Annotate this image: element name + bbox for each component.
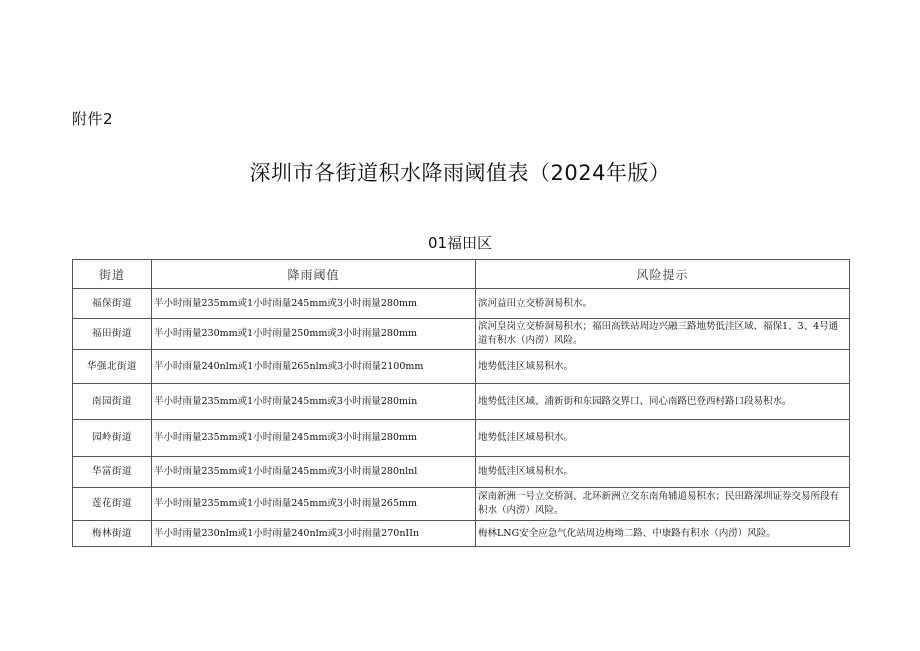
street-cell: 梅林街道: [73, 521, 152, 547]
attachment-label: 附件2: [72, 110, 114, 128]
document-title: 深圳市各街道积水降雨阈值表（2024年版）: [249, 161, 671, 185]
header-threshold: 降雨阈值: [152, 260, 476, 289]
threshold-cell: 半小时雨量235mm或1小时雨量245mm或3小时雨量280mm: [152, 420, 476, 457]
street-cell: 华强北街道: [73, 350, 152, 384]
table-row: [73, 384, 850, 420]
table-row: [73, 420, 850, 457]
risk-cell: 深南新洲一号立交桥洞、北环新洲立交东南角辅道易积水；民田路深圳证券交易所段有积水（内涝）风险。: [476, 488, 850, 521]
table-row: [73, 319, 850, 350]
risk-cell: 滨河皇岗立交桥洞易积水；福田高铁站周边兴融三路地势低洼区域、福保1、3、4号通道有积水（内涝）风险。: [476, 319, 850, 350]
street-cell: 福田街道: [73, 319, 152, 350]
risk-cell: 地势低洼区域、浦新街和东园路交界口、同心南路巴登西村路口段易积水。: [476, 384, 850, 420]
threshold-cell: 半小时雨量230nlm或1小时雨量240nlm或3小时雨量270nIIn: [152, 521, 476, 547]
threshold-cell: 半小时雨量230mm或1小时雨量250mm或3小时雨量280mm: [152, 319, 476, 350]
header-risk: 风险提示: [476, 260, 850, 289]
risk-cell: 地势低洼区域易积水。: [476, 420, 850, 457]
table-row: [73, 457, 850, 488]
threshold-cell: 半小时雨量235mm或1小时雨量245mm或3小时雨量265mm: [152, 488, 476, 521]
risk-cell: 滨河益田立交桥洞易积水。: [476, 289, 850, 319]
district-heading: 01福田区: [427, 234, 493, 252]
table-row: [73, 289, 850, 319]
table-row: [73, 350, 850, 384]
table-row: [73, 488, 850, 521]
threshold-cell: 半小时雨量235mm或1小时雨量245mm或3小时雨量280mm: [152, 289, 476, 319]
risk-cell: 梅林LNG安全应急气化站周边梅坳二路、中康路有积水（内涝）风险。: [476, 521, 850, 547]
street-cell: 华富街道: [73, 457, 152, 488]
risk-cell: 地势低洼区域易积水。: [476, 457, 850, 488]
header-street: 街道: [73, 260, 152, 289]
threshold-cell: 半小时雨量240nlm或1小时雨量265nlm或3小时雨量2100mm: [152, 350, 476, 384]
street-cell: 园岭街道: [73, 420, 152, 457]
table-header-row: [73, 260, 850, 289]
street-cell: 莲花街道: [73, 488, 152, 521]
table-row: [73, 521, 850, 547]
risk-cell: 地势低洼区域易积水。: [476, 350, 850, 384]
street-cell: 南园街道: [73, 384, 152, 420]
rainfall-threshold-table: [72, 259, 850, 547]
street-cell: 福保街道: [73, 289, 152, 319]
threshold-cell: 半小时雨量235mm或1小时雨量245mm或3小时雨量280min: [152, 384, 476, 420]
threshold-cell: 半小时雨量235mm或1小时雨量245mm或3小时雨量280nlnl: [152, 457, 476, 488]
